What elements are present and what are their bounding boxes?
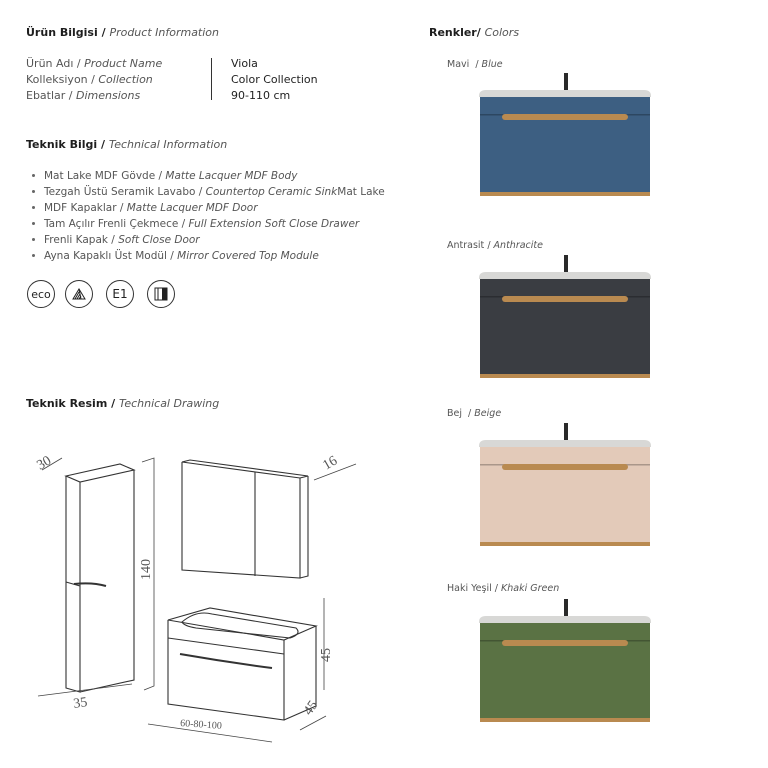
vanity-graphic [478,596,652,726]
feature-item: MDF Kapaklar / Matte Lacquer MDF Door [30,200,385,216]
e1-badge-text: E1 [112,287,128,301]
wooden-handle [502,464,628,470]
technical-drawing-title: Teknik Resim / Technical Drawing [26,397,220,410]
swatch-name-tr: Antrasit [447,240,485,251]
colors-title-tr: Renkler [429,26,477,39]
feature-en: Matte Lacquer MDF Door [126,202,258,214]
dim-vanity-height: 45 [319,648,334,662]
sink-top [479,90,651,97]
feature-item: Ayna Kapaklı Üst Modül / Mirror Covered Top Module [30,248,385,264]
technical-drawing [0,440,380,760]
swatch-name-en: Blue [481,59,503,70]
feature-en: Countertop Ceramic Sink [205,186,338,198]
product-name-label-en: Product Name [84,57,163,70]
collection-label: Kolleksiyon / Collection [26,73,153,86]
product-name-value: Viola [231,57,258,70]
wooden-base [480,192,650,196]
mdf-layers-icon [65,280,93,308]
feature-tr: Ayna Kapaklı Üst Modül [44,250,167,262]
collection-label-tr: Kolleksiyon [26,73,88,86]
technical-drawing-title-tr: Teknik Resim [26,397,108,410]
dim-tall-height: 140 [139,559,154,580]
feature-item: Mat Lake MDF Gövde / Matte Lacquer MDF Body [30,168,385,184]
vanity-graphic [478,252,652,382]
sink-top [479,440,651,447]
sink-top [479,272,651,279]
vanity-graphic [478,420,652,550]
cabinet-body [480,623,650,718]
vanity-unit [168,608,316,720]
vanity-swatch-beige [478,420,652,554]
feature-tr: Frenli Kapak [44,234,108,246]
dim-tall-depth: 30 [34,453,55,474]
eco-icon [27,280,55,308]
feature-tr: MDF Kapaklar [44,202,117,214]
wooden-base [480,718,650,722]
colors-title: Renkler/ Colors [429,26,520,39]
e1-icon [106,280,134,308]
feature-item: Tam Açılır Frenli Çekmece / Full Extension Soft Close Drawer [30,216,385,232]
vanity-graphic [478,70,652,200]
feature-en: Matte Lacquer MDF Body [165,170,298,182]
dimensions-value: 90-110 cm [231,89,291,102]
dimensions-label-tr: Ebatlar [26,89,66,102]
product-info-title: Ürün Bilgisi / Product Information [26,26,220,39]
dimensions-label: Ebatlar / Dimensions [26,89,141,102]
feature-item: Tezgah Üstü Seramik Lavabo / Countertop Ceramic SinkMat Lake [30,184,385,200]
swatch-name-en: Beige [474,408,502,419]
dimensions-label-en: Dimensions [76,89,141,102]
feature-en: Mirror Covered Top Module [177,250,319,262]
feature-en: Soft Close Door [118,234,200,246]
wooden-base [480,542,650,546]
collection-value: Color Collection [231,73,318,86]
dim-tall-width: 35 [72,695,89,712]
feature-tr: Mat Lake MDF Gövde [44,170,156,182]
technical-info-title: Teknik Bilgi / Technical Information [26,138,228,151]
swatch-label-beige: Bej / Beige [447,408,502,419]
cabinet-body [480,97,650,192]
dim-vanity-depth: 45 [300,698,322,719]
cabinet-graphic [153,286,169,302]
wooden-base [480,374,650,378]
info-divider [211,58,212,100]
dim-vanity-width: 60-80-100 [179,718,223,732]
product-info-title-en: Product Information [109,26,220,39]
swatch-name-en: Khaki Green [501,583,560,594]
wooden-handle [502,114,628,120]
feature-en: Full Extension Soft Close Drawer [188,218,360,230]
cabinet-body [480,447,650,542]
eco-badge-text: eco [31,287,51,301]
feature-extra: Mat Lake [337,186,385,198]
wooden-handle [502,640,628,646]
colors-title-en: Colors [484,26,520,39]
technical-info-title-en: Technical Information [108,138,228,151]
collection-label-en: Collection [98,73,153,86]
sink-top [479,616,651,623]
technical-info-title-tr: Teknik Bilgi [26,138,98,151]
vanity-swatch-blue [478,70,652,204]
wooden-handle [502,296,628,302]
mirror-cabinet [182,460,308,578]
mdf-layers-graphic [70,285,88,303]
product-name-label: Ürün Adı / Product Name [26,57,163,70]
product-info-title-tr: Ürün Bilgisi [26,26,98,39]
feature-item: Frenli Kapak / Soft Close Door [30,232,385,248]
vanity-swatch-khaki [478,596,652,730]
swatch-name-tr: Haki Yeşil [447,583,492,594]
technical-drawing-title-en: Technical Drawing [118,397,220,410]
feature-list [30,168,385,264]
swatch-label-khaki: Haki Yeşil / Khaki Green [447,583,560,594]
cabinet-body [480,279,650,374]
swatch-name-en: Anthracite [493,240,543,251]
swatch-name-tr: Bej [447,408,463,419]
swatch-label-blue: Mavi / Blue [447,59,503,70]
feature-tr: Tam Açılır Frenli Çekmece [44,218,179,230]
tall-cabinet [66,464,134,692]
product-name-label-tr: Ürün Adı [26,57,74,70]
vanity-swatch-anthracite [478,252,652,386]
cabinet-icon [147,280,175,308]
dim-mirror-depth: 16 [320,453,341,474]
swatch-name-tr: Mavi [447,59,470,70]
swatch-label-anthracite: Antrasit / Anthracite [447,240,543,251]
feature-tr: Tezgah Üstü Seramik Lavabo [44,186,196,198]
